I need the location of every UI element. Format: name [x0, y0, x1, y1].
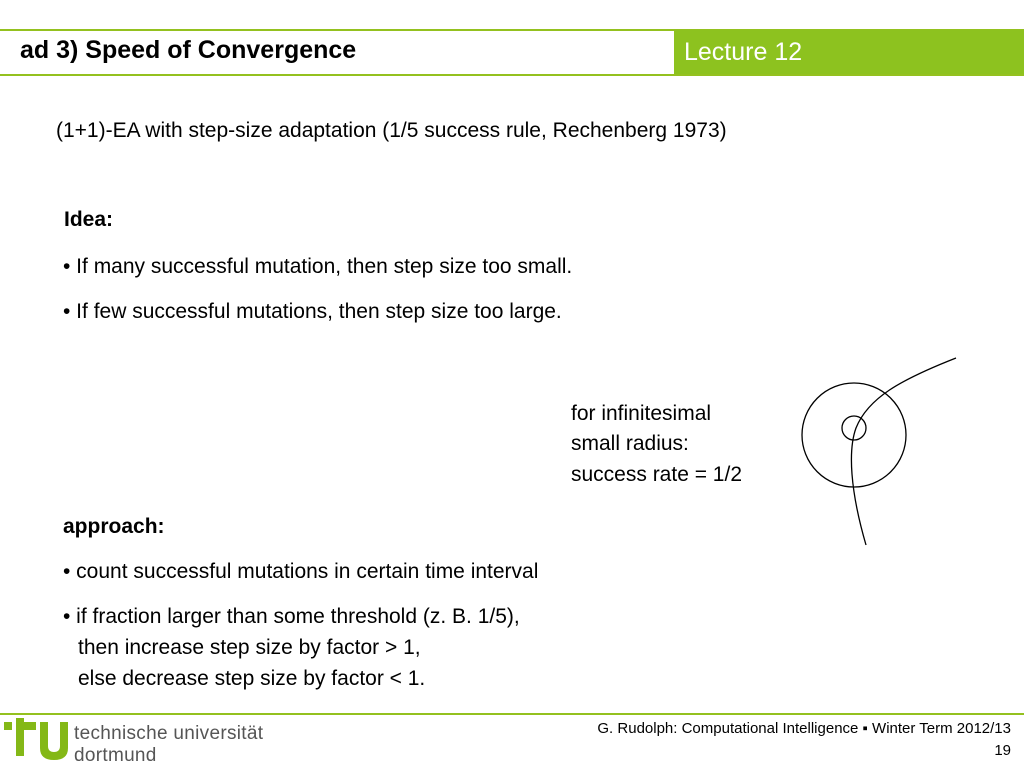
footer-credit: G. Rudolph: Computational Intelligence ▪ Winter Term 2012/13 — [597, 720, 1011, 737]
success-region-diagram — [790, 350, 970, 550]
university-city: dortmund — [74, 745, 157, 766]
approach-item-continuation: then increase step size by factor > 1, — [78, 636, 421, 659]
slide-title: ad 3) Speed of Convergence — [20, 36, 357, 64]
intro-text: (1+1)-EA with step-size adaptation (1/5 success rule, Rechenberg 1973) — [56, 119, 727, 142]
idea-item: • If few successful mutations, then step size too large. — [63, 300, 562, 323]
approach-item: • if fraction larger than some threshold (z. B. 1/5), — [63, 605, 520, 628]
side-note-line: for infinitesimal — [571, 402, 712, 425]
footer-rule — [0, 713, 1024, 715]
approach-item: • count successful mutations in certain time interval — [63, 560, 539, 583]
tu-logo-icon — [4, 718, 70, 764]
approach-item-continuation: else decrease step size by factor < 1. — [78, 667, 426, 690]
side-note-line: success rate = 1/2 — [571, 463, 743, 486]
approach-heading: approach: — [63, 515, 165, 538]
idea-heading: Idea: — [64, 208, 114, 231]
lecture-label: Lecture 12 — [684, 38, 803, 66]
university-name: technische universität — [74, 723, 264, 744]
header-bottom-rule — [0, 74, 1024, 76]
page-number: 19 — [994, 742, 1011, 759]
idea-item: • If many successful mutation, then step size too small. — [63, 255, 573, 278]
side-note-line: small radius: — [571, 432, 689, 455]
